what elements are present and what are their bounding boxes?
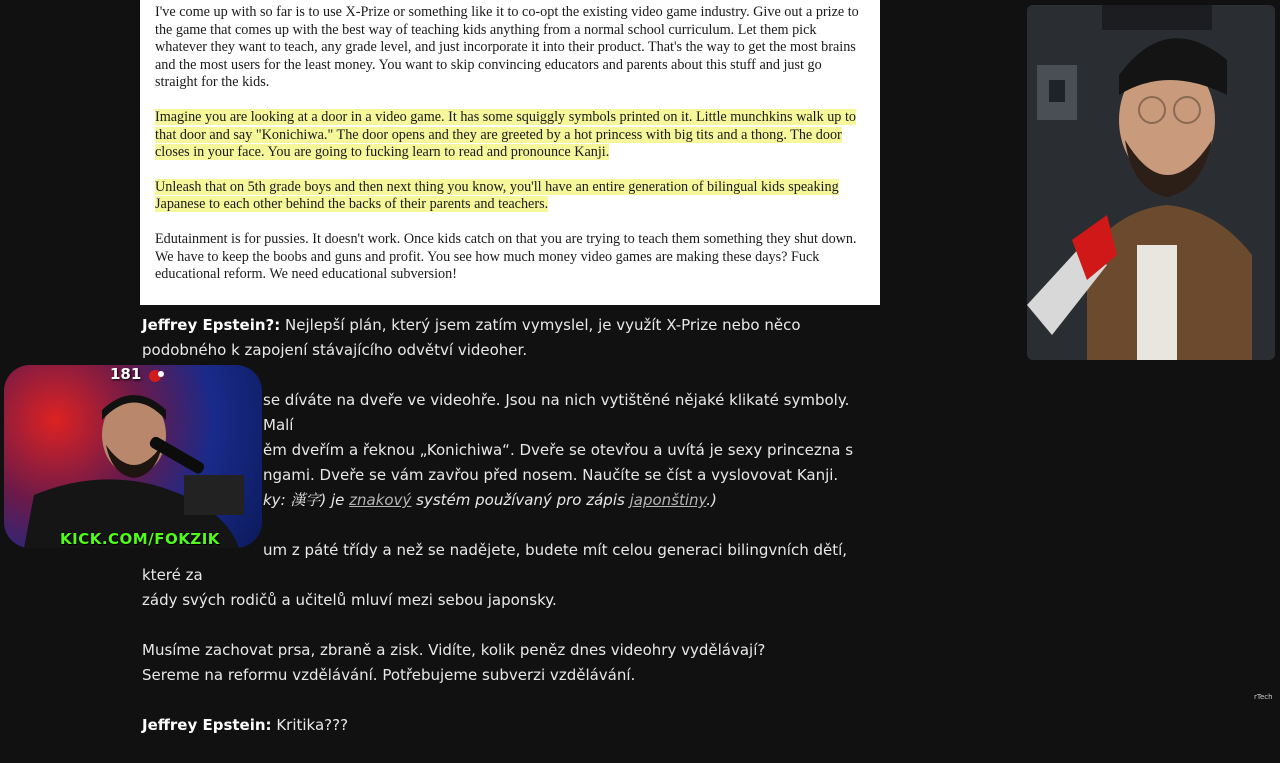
translation-line: um z páté třídy a než se nadějete, budete mít celou generaci bilingvních dětí, které za (142, 541, 848, 584)
viewer-mascot-icon (147, 367, 167, 383)
doc-paragraph-2 (155, 109, 866, 162)
doc-paragraph-3-text: Unleash that on 5th grade boys and then next thing you know, you'll have an entire generation of bilingual kids speaking Japanese to each other behind the backs of their parents and teachers. (155, 178, 839, 213)
viewer-count (110, 365, 167, 383)
translation-paragraph-4 (142, 638, 882, 688)
link-japonstiny[interactable]: japonštiny (629, 491, 707, 509)
streamer-image (4, 365, 262, 548)
translation-paragraph-5 (142, 713, 882, 738)
translation-line: Musíme zachovat prsa, zbraně a zisk. Vidíte, kolik peněz dnes videohry vydělávají? (142, 641, 766, 659)
doc-paragraph-3 (155, 179, 866, 214)
speaker-label: Jeffrey Epstein?: (142, 316, 281, 334)
translation-line: ngami. Dveře se vám zavřou před nosem. Naučíte se číst a vyslovovat Kanji. (263, 466, 839, 484)
doc-paragraph-1 (155, 4, 866, 92)
doc-paragraph-1-text: I've come up with so far is to use X-Prize or something like it to co-opt the existing video game industry. Give out a prize to the game that comes up with the best way of teaching kids anything from a normal school curriculum. Let them pick whatever they want to teach, any grade level, and just incorporate it into their product. That's the way to get the most brains and the most users for the least money. You want to skip convincing educators and parents about this stuff and just go straight for the kids. (155, 4, 859, 91)
viewer-count-value: 181 (110, 365, 142, 383)
kanji-note-text: ky: 漢字) je (263, 491, 350, 509)
webcam-feed (1027, 5, 1275, 360)
translation-paragraph-1 (142, 313, 882, 363)
translation-line: ěm dveřím a řeknou „Konichiwa“. Dveře se otevřou a uvítá je sexy princezna s (263, 441, 854, 459)
translation-paragraph-5-text: Kritika??? (271, 716, 349, 734)
kanji-note-text: systém používaný pro zápis (411, 491, 630, 509)
webcam-image (1027, 5, 1275, 360)
translation-line: se díváte na dveře ve videohře. Jsou na nich vytištěné nějaké klikaté symboly. Malí (263, 391, 850, 434)
translation-paragraph-1-text: Nejlepší plán, který jsem zatím vymyslel, je využít X-Prize nebo něco podobného k zapojení stávajícího odvětví videoher. (142, 316, 801, 359)
translation-line: Sereme na reformu vzdělávání. Potřebujeme subverzi vzdělávání. (142, 666, 636, 684)
translation-line: zády svých rodičů a učitelů mluví mezi sebou japonsky. (142, 591, 557, 609)
speaker-label: Jeffrey Epstein: (142, 716, 272, 734)
doc-paragraph-4 (155, 231, 866, 284)
doc-paragraph-2-text: Imagine you are looking at a door in a video game. It has some squiggly symbols printed on it. Little munchkins walk up to that door and say "Konichiwa." The door opens and they are greeted by a hot princess with big tits and a thong. The door closes in your face. You are going to fucking learn to read and pronounce Kanji. (155, 108, 856, 161)
doc-paragraph-4-text: Edutainment is for pussies. It doesn't work. Once kids catch on that you are trying to teach them something they shut down. We have to keep the boobs and guns and profit. You see how much money video games are making these days? Fuck educational reform. We need educational subversion! (155, 230, 857, 283)
link-znakovy[interactable]: znakový (349, 491, 412, 509)
watermark: rTech (1254, 693, 1273, 701)
kanji-note (263, 491, 717, 509)
streamer-cam (4, 365, 262, 548)
translation-paragraph-3 (142, 538, 882, 613)
document-scan (140, 0, 880, 305)
kick-channel-link: KICK.COM/FOKZIK (60, 530, 220, 548)
kanji-note-text: .) (706, 491, 717, 509)
